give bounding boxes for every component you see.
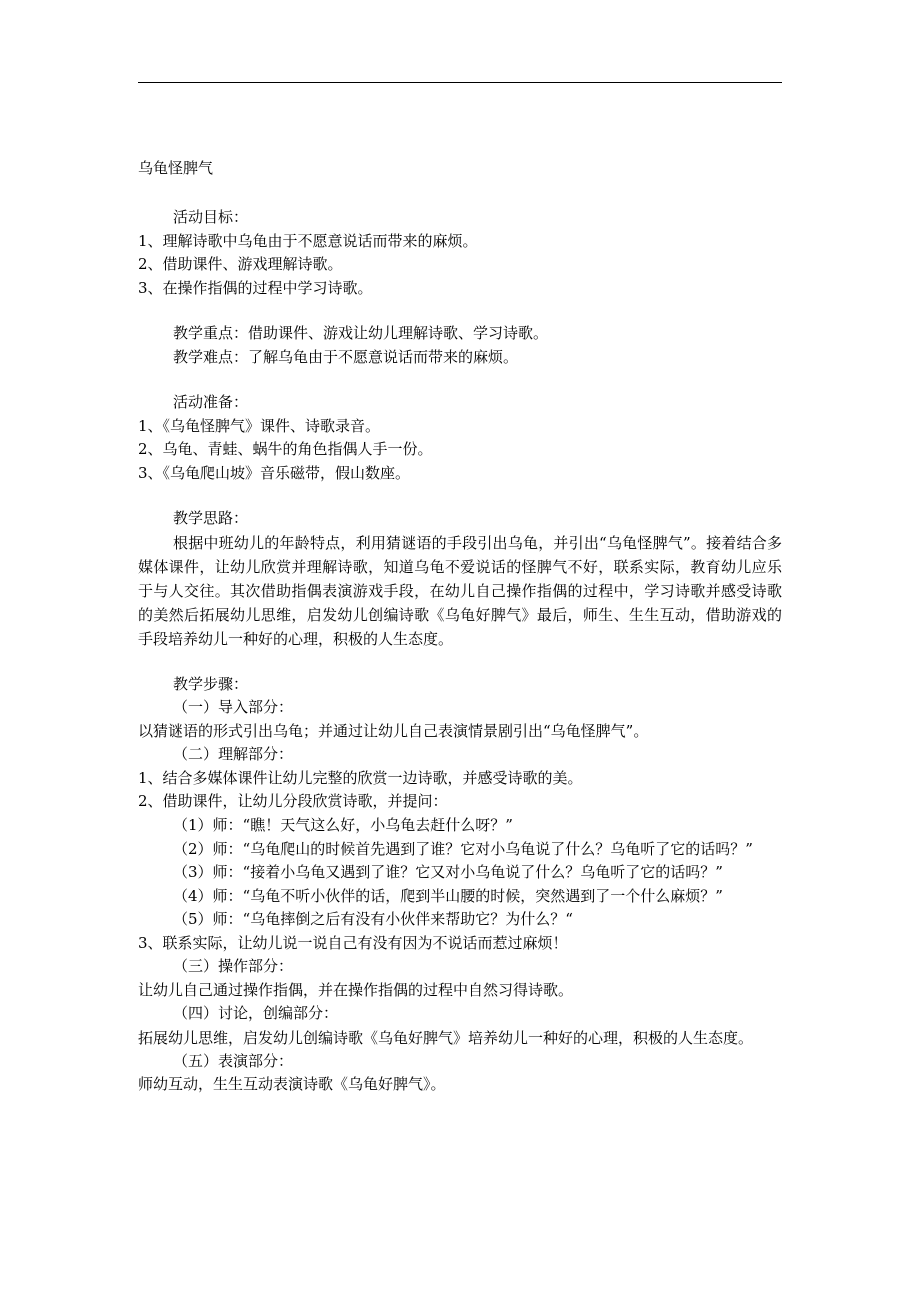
step-text: 让幼儿自己通过操作指偶，并在操作指偶的过程中自然习得诗歌。 xyxy=(138,980,574,999)
goal-item: 3、在操作指偶的过程中学习诗歌。 xyxy=(138,278,373,297)
step-text: 2、借助课件，让幼儿分段欣赏诗歌，并提问： xyxy=(138,792,448,810)
difficult-point: 教学难点：了解乌龟由于不愿意说话而带来的麻烦。 xyxy=(173,347,519,366)
document-title: 乌龟怪脾气 xyxy=(138,159,214,177)
step-title: （三）操作部分： xyxy=(173,957,294,975)
step-text: 拓展幼儿思维，启发幼儿创编诗歌《乌龟好脾气》培养幼儿一种好的心理，积极的人生态度。 xyxy=(138,1028,754,1047)
header-rule xyxy=(138,82,782,83)
key-point: 教学重点：借助课件、游戏让幼儿理解诗歌、学习诗歌。 xyxy=(173,324,549,342)
steps-heading: 教学步骤： xyxy=(173,674,249,693)
step-text: 3、联系实际，让幼儿说一说自己有没有因为不说话而惹过麻烦！ xyxy=(138,933,568,952)
prep-item: 1、《乌龟怪脾气》课件、诗歌录音。 xyxy=(138,416,381,435)
document-body xyxy=(138,206,782,1097)
step-text: 以猜谜语的形式引出乌龟；并通过让幼儿自己表演情景剧引出“乌龟怪脾气”。 xyxy=(138,721,649,740)
question-item: （1）师：“瞧！天气这么好，小乌龟去赶什么呀？” xyxy=(173,815,513,834)
step-text: 1、结合多媒体课件让幼儿完整的欣赏一边诗歌，并感受诗歌的美。 xyxy=(138,768,583,787)
question-item: （2）师：“乌龟爬山的时候首先遇到了谁？它对小乌龟说了什么？乌龟听了它的话吗？” xyxy=(173,840,753,858)
goals-heading: 活动目标： xyxy=(173,208,249,226)
step-title: （四）讨论，创编部分： xyxy=(173,1004,339,1022)
question-item: （4）师：“乌龟不听小伙伴的话，爬到半山腰的时候，突然遇到了一个什么麻烦？” xyxy=(173,886,723,905)
step-title: （一）导入部分： xyxy=(173,698,294,716)
prep-heading: 活动准备： xyxy=(173,393,249,411)
question-item: （5）师：“乌龟摔倒之后有没有小伙伴来帮助它？为什么？“ xyxy=(173,910,573,928)
step-text: 师幼互动，生生互动表演诗歌《乌龟好脾气》。 xyxy=(138,1075,446,1093)
step-title: （五）表演部分： xyxy=(173,1051,294,1070)
prep-item: 3、《乌龟爬山坡》音乐磁带，假山数座。 xyxy=(138,463,411,482)
step-title: （二）理解部分： xyxy=(173,745,294,763)
prep-item: 2、乌龟、青蛙、蜗牛的角色指偶人手一份。 xyxy=(138,440,433,458)
idea-heading: 教学思路： xyxy=(173,509,249,527)
question-item: （3）师：“接着小乌龟又遇到了谁？它又对小乌龟说了什么？乌龟听了它的话吗？” xyxy=(173,863,723,881)
idea-paragraph: 根据中班幼儿的年龄特点，利用猜谜语的手段引出乌龟，并引出“乌龟怪脾气”。接着结合多媒体课件，让幼儿欣赏并理解诗歌，知道乌龟不爱说话的怪脾气不好，联系实际，教育幼儿应乐于与人交往。其次借助指偶表演游戏手段，在幼儿自己操作指偶的过程中，学习诗歌并感受诗歌的美然后拓展幼儿思维，启发幼儿创编诗歌《乌龟好脾气》最后，师生、生生互动，借助游戏的手段培养幼儿一种好的心理，积极的人生态度。 xyxy=(138,533,782,648)
goal-item: 2、借助课件、游戏理解诗歌。 xyxy=(138,255,343,273)
goal-item: 1、理解诗歌中乌龟由于不愿意说话而带来的麻烦。 xyxy=(138,231,478,250)
